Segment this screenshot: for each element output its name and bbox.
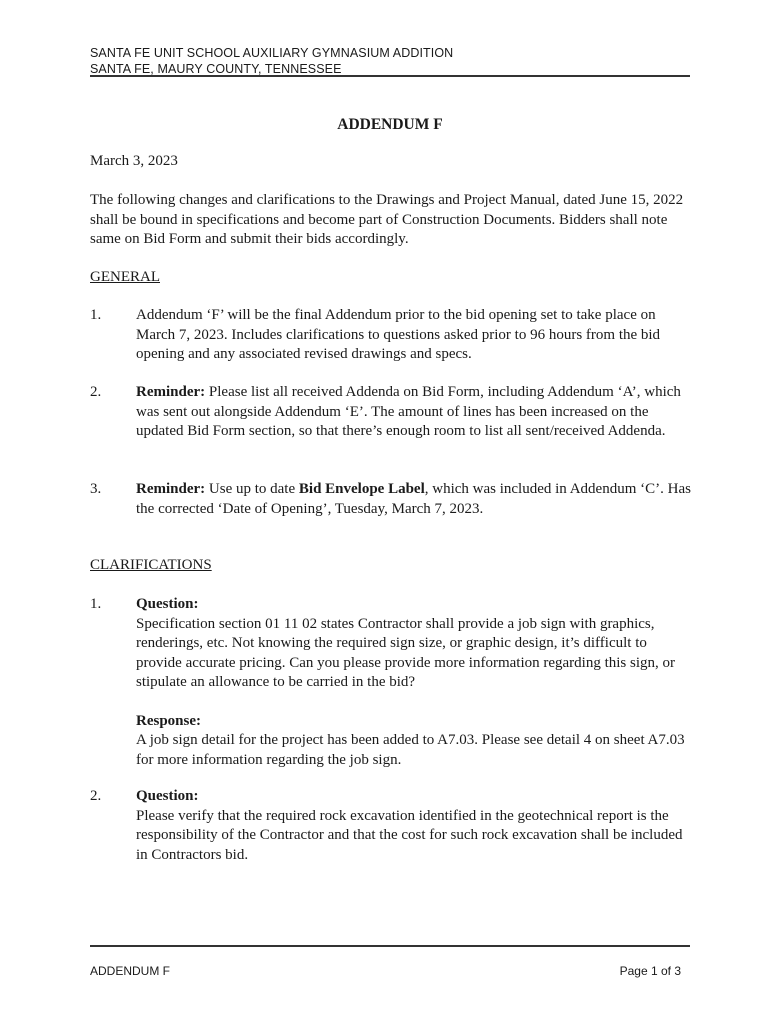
footer-document-name: ADDENDUM F [90,964,170,978]
question-label: Question: [136,596,199,612]
item-number: 1. [90,596,102,612]
header-project-name: SANTA FE UNIT SCHOOL AUXILIARY GYMNASIUM ADDITION [90,46,454,60]
page-header [90,45,690,77]
question-text: Please verify that the required rock excavation identified in the geotechnical report is the responsibility of the Contractor and that the cost for such rock excavation shall be included in Contractors bid. [136,807,683,863]
response-text: A job sign detail for the project has been added to A7.03. Please see detail 4 on sheet A7.03 for more information regarding the job sign. [136,732,685,768]
header-location: SANTA FE, MAURY COUNTY, TENNESSEE [90,62,342,76]
response-label: Response: [136,712,202,729]
item-number: 2. [90,384,102,400]
reminder-text-b: , which was included in Addendum ‘C’. Has the corrected ‘Date of Opening’, Tuesday, March 7, 2023. [136,481,691,517]
item-text [136,480,692,519]
item-number: 3. [90,481,102,497]
item-body [136,595,692,770]
footer-divider [90,945,690,947]
intro-paragraph: The following changes and clarifications to the Drawings and Project Manual, dated June 15, 2022 shall be bound in specifications and become part of Construction Documents. Bidders shall note same on Bid Form and submit their bids accordingly. [90,192,684,247]
question-text: Specification section 01 11 02 states Contractor shall provide a job sign with graphics, renderings, etc. Not knowing the required sign size, or graphic design, it’s difficult to provide accurate pricing. Can you please provide more information regarding this sign, or stipulate an allowance to be carried in the bid? [136,615,676,690]
clarifications-heading: CLARIFICATIONS [90,557,212,573]
reminder-text-a: Use up to date [205,481,299,497]
general-heading: GENERAL [90,269,160,285]
document-title: ADDENDUM F [337,116,443,133]
item-number: 2. [90,788,102,804]
item-number: 1. [90,307,102,323]
item-text: Addendum ‘F’ will be the final Addendum prior to the bid opening set to take place on March 7, 2023. Includes clarifications to questions asked prior to 96 hours from the bid opening and any associated revised drawings and specs. [136,307,661,362]
item-body [136,787,692,865]
reminder-text: Please list all received Addenda on Bid Form, including Addendum ‘A’, which was sent out alongside Addendum ‘E’. The amount of lines has been increased on the updated Bid Form section, so that there’s enough room to list all sent/received Addenda. [136,384,681,439]
question-label: Question: [136,788,199,804]
header-divider [90,75,690,77]
document-date: March 3, 2023 [90,153,178,169]
item-text [136,383,692,442]
footer-page-number: Page 1 of 3 [619,964,681,978]
bid-envelope-label-term: Bid Envelope Label [298,481,425,497]
reminder-label: Reminder: [136,481,206,497]
reminder-label: Reminder: [136,384,206,400]
